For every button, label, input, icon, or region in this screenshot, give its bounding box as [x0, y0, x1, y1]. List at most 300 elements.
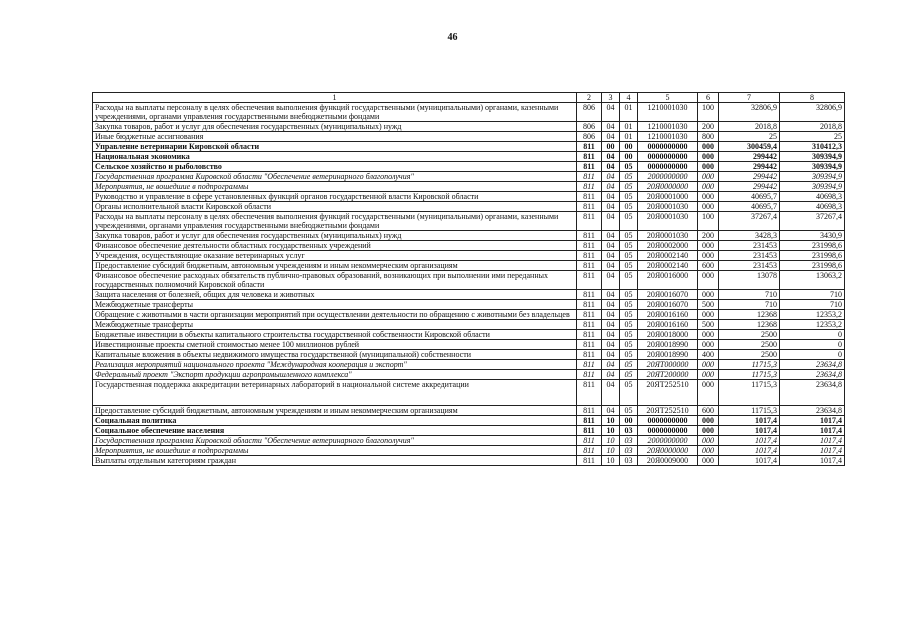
table-row	[93, 271, 845, 290]
table-header-row	[93, 93, 845, 103]
gl-admin-cell: 811	[577, 231, 602, 241]
row-name-cell: Иные бюджетные ассигнования	[93, 132, 577, 142]
row-name-cell: Учреждения, осуществляющие оказание ветеринарных услуг	[93, 251, 577, 261]
target-article-cell: 0000000000	[638, 426, 698, 436]
row-name-cell: Социальное обеспечение населения	[93, 426, 577, 436]
subsection-cell: 05	[620, 202, 638, 212]
amount-2021-cell: 2500	[719, 350, 780, 360]
gl-admin-cell: 811	[577, 380, 602, 406]
expense-type-cell: 000	[698, 142, 719, 152]
gl-admin-cell: 811	[577, 436, 602, 446]
section-cell: 10	[602, 446, 620, 456]
gl-admin-cell: 811	[577, 142, 602, 152]
section-cell: 04	[602, 122, 620, 132]
gl-admin-cell: 811	[577, 330, 602, 340]
expense-type-cell: 000	[698, 330, 719, 340]
subsection-cell: 05	[620, 172, 638, 182]
expense-type-cell: 000	[698, 310, 719, 320]
subsection-cell: 05	[620, 212, 638, 231]
amount-2021-cell: 40695,7	[719, 202, 780, 212]
expense-type-cell: 500	[698, 300, 719, 310]
gl-admin-cell: 811	[577, 426, 602, 436]
gl-admin-cell: 811	[577, 182, 602, 192]
table-row	[93, 192, 845, 202]
gl-admin-cell: 811	[577, 406, 602, 416]
amount-2021-cell: 300459,4	[719, 142, 780, 152]
table-row	[93, 310, 845, 320]
target-article-cell: 20ЯТ000000	[638, 360, 698, 370]
section-cell: 04	[602, 320, 620, 330]
table-row	[93, 300, 845, 310]
expense-type-cell: 000	[698, 436, 719, 446]
amount-2022-cell: 310412,3	[780, 142, 845, 152]
subsection-cell: 01	[620, 103, 638, 122]
section-cell: 04	[602, 290, 620, 300]
header-cell: 6	[698, 93, 719, 103]
row-name-cell: Государственная поддержка аккредитации ветеринарных лабораторий в национальной системе аккредитации	[93, 380, 577, 406]
target-article-cell: 20Я0000000	[638, 446, 698, 456]
gl-admin-cell: 811	[577, 456, 602, 466]
amount-2021-cell: 2500	[719, 340, 780, 350]
amount-2021-cell: 231453	[719, 241, 780, 251]
row-name-cell: Капитальные вложения в объекты недвижимого имущества государственной (муниципальной) собственности	[93, 350, 577, 360]
subsection-cell: 03	[620, 436, 638, 446]
section-cell: 04	[602, 300, 620, 310]
target-article-cell: 20Я0001000	[638, 192, 698, 202]
expense-type-cell: 100	[698, 212, 719, 231]
subsection-cell: 00	[620, 416, 638, 426]
table-row	[93, 162, 845, 172]
section-cell: 04	[602, 152, 620, 162]
row-name-cell: Социальная политика	[93, 416, 577, 426]
table-row	[93, 290, 845, 300]
amount-2022-cell: 309394,9	[780, 172, 845, 182]
expense-type-cell: 000	[698, 380, 719, 406]
table-row	[93, 241, 845, 251]
section-cell: 04	[602, 370, 620, 380]
target-article-cell: 20Я0016070	[638, 300, 698, 310]
target-article-cell: 20Я0018990	[638, 350, 698, 360]
gl-admin-cell: 811	[577, 340, 602, 350]
subsection-cell: 03	[620, 446, 638, 456]
subsection-cell: 05	[620, 162, 638, 172]
target-article-cell: 20Я0002140	[638, 251, 698, 261]
row-name-cell: Межбюджетные трансферты	[93, 320, 577, 330]
table-row	[93, 380, 845, 406]
amount-2021-cell: 299442	[719, 172, 780, 182]
row-name-cell: Бюджетные инвестиции в объекты капитального строительства государственной собственности Кировской области	[93, 330, 577, 340]
section-cell: 04	[602, 251, 620, 261]
subsection-cell: 05	[620, 231, 638, 241]
amount-2021-cell: 11715,3	[719, 360, 780, 370]
table-row	[93, 350, 845, 360]
table-row	[93, 416, 845, 426]
expense-type-cell: 000	[698, 152, 719, 162]
row-name-cell: Управление ветеринарии Кировской области	[93, 142, 577, 152]
amount-2022-cell: 25	[780, 132, 845, 142]
section-cell: 04	[602, 212, 620, 231]
amount-2021-cell: 2500	[719, 330, 780, 340]
table-row	[93, 212, 845, 231]
table-row	[93, 261, 845, 271]
gl-admin-cell: 811	[577, 360, 602, 370]
amount-2021-cell: 11715,3	[719, 380, 780, 406]
amount-2021-cell: 40695,7	[719, 192, 780, 202]
amount-2022-cell: 710	[780, 300, 845, 310]
table-row	[93, 251, 845, 261]
subsection-cell: 05	[620, 380, 638, 406]
subsection-cell: 00	[620, 142, 638, 152]
amount-2022-cell: 23634,8	[780, 380, 845, 406]
row-name-cell: Закупка товаров, работ и услуг для обеспечения государственных (муниципальных) нужд	[93, 122, 577, 132]
expense-type-cell: 000	[698, 172, 719, 182]
expense-type-cell: 000	[698, 290, 719, 300]
row-name-cell: Закупка товаров, работ и услуг для обеспечения государственных (муниципальных) нужд	[93, 231, 577, 241]
amount-2022-cell: 13063,2	[780, 271, 845, 290]
subsection-cell: 05	[620, 261, 638, 271]
row-name-cell: Финансовое обеспечение деятельности областных государственных учреждений	[93, 241, 577, 251]
amount-2021-cell: 710	[719, 300, 780, 310]
gl-admin-cell: 806	[577, 103, 602, 122]
header-cell: 5	[638, 93, 698, 103]
table-row	[93, 231, 845, 241]
gl-admin-cell: 811	[577, 162, 602, 172]
amount-2022-cell: 0	[780, 330, 845, 340]
gl-admin-cell: 811	[577, 152, 602, 162]
expense-type-cell: 200	[698, 122, 719, 132]
subsection-cell: 05	[620, 340, 638, 350]
gl-admin-cell: 811	[577, 300, 602, 310]
amount-2021-cell: 1017,4	[719, 436, 780, 446]
table-row	[93, 456, 845, 466]
row-name-cell: Обращение с животными в части организации мероприятий при осуществлении деятельности по обращению с животными без владельцев	[93, 310, 577, 320]
gl-admin-cell: 811	[577, 212, 602, 231]
section-cell: 10	[602, 426, 620, 436]
amount-2021-cell: 1017,4	[719, 446, 780, 456]
expense-type-cell: 000	[698, 241, 719, 251]
gl-admin-cell: 811	[577, 446, 602, 456]
table-row	[93, 182, 845, 192]
target-article-cell: 20Я0018990	[638, 340, 698, 350]
gl-admin-cell: 811	[577, 320, 602, 330]
expense-type-cell: 000	[698, 271, 719, 290]
header-cell: 3	[602, 93, 620, 103]
row-name-cell: Мероприятия, не вошедшие в подпрограммы	[93, 182, 577, 192]
section-cell: 04	[602, 103, 620, 122]
amount-2022-cell: 1017,4	[780, 436, 845, 446]
target-article-cell: 20ЯТ200000	[638, 370, 698, 380]
amount-2022-cell: 309394,9	[780, 162, 845, 172]
target-article-cell: 20Я0002000	[638, 241, 698, 251]
target-article-cell: 20Я0016160	[638, 310, 698, 320]
section-cell: 04	[602, 202, 620, 212]
amount-2021-cell: 299442	[719, 162, 780, 172]
gl-admin-cell: 811	[577, 290, 602, 300]
gl-admin-cell: 811	[577, 271, 602, 290]
gl-admin-cell: 811	[577, 416, 602, 426]
amount-2022-cell: 23634,8	[780, 360, 845, 370]
subsection-cell: 05	[620, 370, 638, 380]
amount-2022-cell: 1017,4	[780, 456, 845, 466]
amount-2021-cell: 710	[719, 290, 780, 300]
table-row	[93, 436, 845, 446]
target-article-cell: 1210001030	[638, 122, 698, 132]
amount-2021-cell: 13078	[719, 271, 780, 290]
expense-type-cell: 500	[698, 320, 719, 330]
table-row	[93, 152, 845, 162]
budget-table	[92, 92, 845, 466]
table-row	[93, 340, 845, 350]
section-cell: 04	[602, 241, 620, 251]
gl-admin-cell: 811	[577, 202, 602, 212]
amount-2022-cell: 3430,9	[780, 231, 845, 241]
section-cell: 00	[602, 142, 620, 152]
section-cell: 10	[602, 456, 620, 466]
row-name-cell: Финансовое обеспечение расходных обязательств публично-правовых образований, возникающих при выполнении ими переданных государственных полномочий Кировской области	[93, 271, 577, 290]
row-name-cell: Расходы на выплаты персоналу в целях обеспечения выполнения функций государственными (муниципальными) органами, казенными учреждениями, органами управления государственными внебюджетными фондами	[93, 103, 577, 122]
table-row	[93, 446, 845, 456]
expense-type-cell: 200	[698, 231, 719, 241]
table-row	[93, 370, 845, 380]
page-number: 46	[447, 32, 458, 43]
header-cell: 8	[780, 93, 845, 103]
section-cell: 04	[602, 380, 620, 406]
amount-2021-cell: 3428,3	[719, 231, 780, 241]
amount-2022-cell: 231998,6	[780, 241, 845, 251]
table-row	[93, 406, 845, 416]
target-article-cell: 20Я0009000	[638, 456, 698, 466]
target-article-cell: 20Я0002140	[638, 261, 698, 271]
amount-2021-cell: 231453	[719, 251, 780, 261]
subsection-cell: 05	[620, 271, 638, 290]
target-article-cell: 20Я0018000	[638, 330, 698, 340]
amount-2022-cell: 23634,8	[780, 370, 845, 380]
amount-2021-cell: 37267,4	[719, 212, 780, 231]
gl-admin-cell: 811	[577, 192, 602, 202]
subsection-cell: 05	[620, 300, 638, 310]
table-row	[93, 360, 845, 370]
gl-admin-cell: 811	[577, 350, 602, 360]
row-name-cell: Межбюджетные трансферты	[93, 300, 577, 310]
subsection-cell: 05	[620, 290, 638, 300]
subsection-cell: 05	[620, 310, 638, 320]
section-cell: 04	[602, 172, 620, 182]
gl-admin-cell: 811	[577, 241, 602, 251]
amount-2022-cell: 12353,2	[780, 310, 845, 320]
section-cell: 04	[602, 182, 620, 192]
subsection-cell: 05	[620, 192, 638, 202]
target-article-cell: 2000000000	[638, 172, 698, 182]
amount-2021-cell: 12368	[719, 310, 780, 320]
header-cell: 4	[620, 93, 638, 103]
gl-admin-cell: 806	[577, 132, 602, 142]
section-cell: 10	[602, 436, 620, 446]
target-article-cell: 20Я0016160	[638, 320, 698, 330]
amount-2021-cell: 11715,3	[719, 406, 780, 416]
table-row	[93, 103, 845, 122]
amount-2021-cell: 25	[719, 132, 780, 142]
row-name-cell: Федеральный проект "Экспорт продукции агропромышленного комплекса"	[93, 370, 577, 380]
amount-2021-cell: 12368	[719, 320, 780, 330]
expense-type-cell: 000	[698, 340, 719, 350]
row-name-cell: Государственная программа Кировской области "Обеспечение ветеринарного благополучия"	[93, 172, 577, 182]
table-row	[93, 172, 845, 182]
target-article-cell: 0000000000	[638, 142, 698, 152]
amount-2022-cell: 1017,4	[780, 446, 845, 456]
gl-admin-cell: 811	[577, 261, 602, 271]
expense-type-cell: 800	[698, 132, 719, 142]
expense-type-cell: 000	[698, 162, 719, 172]
table-row	[93, 202, 845, 212]
target-article-cell: 20Я0001030	[638, 202, 698, 212]
expense-type-cell: 000	[698, 202, 719, 212]
subsection-cell: 03	[620, 426, 638, 436]
expense-type-cell: 000	[698, 182, 719, 192]
section-cell: 04	[602, 406, 620, 416]
section-cell: 04	[602, 350, 620, 360]
header-cell: 7	[719, 93, 780, 103]
row-name-cell: Органы исполнительной власти Кировской области	[93, 202, 577, 212]
subsection-cell: 05	[620, 350, 638, 360]
row-name-cell: Расходы на выплаты персоналу в целях обеспечения выполнения функций государственными (муниципальными) органами, казенными учреждениями, органами управления государственными внебюджетными фондами	[93, 212, 577, 231]
subsection-cell: 01	[620, 122, 638, 132]
subsection-cell: 05	[620, 241, 638, 251]
gl-admin-cell: 806	[577, 122, 602, 132]
row-name-cell: Национальная экономика	[93, 152, 577, 162]
header-cell: 1	[93, 93, 577, 103]
target-article-cell: 20ЯТ252510	[638, 406, 698, 416]
expense-type-cell: 600	[698, 261, 719, 271]
section-cell: 04	[602, 261, 620, 271]
amount-2021-cell: 1017,4	[719, 456, 780, 466]
expense-type-cell: 000	[698, 446, 719, 456]
expense-type-cell: 400	[698, 350, 719, 360]
row-name-cell: Предоставление субсидий бюджетным, автономным учреждениям и иным некоммерческим организациям	[93, 406, 577, 416]
amount-2022-cell: 0	[780, 350, 845, 360]
amount-2021-cell: 2018,8	[719, 122, 780, 132]
amount-2022-cell: 37267,4	[780, 212, 845, 231]
target-article-cell: 0000000000	[638, 152, 698, 162]
amount-2021-cell: 299442	[719, 182, 780, 192]
subsection-cell: 05	[620, 251, 638, 261]
section-cell: 10	[602, 416, 620, 426]
target-article-cell: 1210001030	[638, 132, 698, 142]
section-cell: 04	[602, 340, 620, 350]
target-article-cell: 20Я0016070	[638, 290, 698, 300]
amount-2022-cell: 0	[780, 340, 845, 350]
subsection-cell: 05	[620, 182, 638, 192]
amount-2022-cell: 231998,6	[780, 251, 845, 261]
target-article-cell: 1210001030	[638, 103, 698, 122]
gl-admin-cell: 811	[577, 370, 602, 380]
gl-admin-cell: 811	[577, 310, 602, 320]
table-row	[93, 330, 845, 340]
target-article-cell: 2000000000	[638, 436, 698, 446]
target-article-cell: 20ЯТ252510	[638, 380, 698, 406]
row-name-cell: Реализация мероприятий национального проекта "Международная кооперация и экспорт"	[93, 360, 577, 370]
target-article-cell: 20Я0001030	[638, 231, 698, 241]
section-cell: 04	[602, 271, 620, 290]
subsection-cell: 05	[620, 320, 638, 330]
section-cell: 04	[602, 231, 620, 241]
amount-2021-cell: 299442	[719, 152, 780, 162]
table-row	[93, 142, 845, 152]
expense-type-cell: 000	[698, 416, 719, 426]
row-name-cell: Государственная программа Кировской области "Обеспечение ветеринарного благополучия"	[93, 436, 577, 446]
row-name-cell: Защита населения от болезней, общих для человека и животных	[93, 290, 577, 300]
amount-2022-cell: 32806,9	[780, 103, 845, 122]
target-article-cell: 0000000000	[638, 416, 698, 426]
table-row	[93, 320, 845, 330]
amount-2021-cell: 1017,4	[719, 426, 780, 436]
expense-type-cell: 000	[698, 360, 719, 370]
subsection-cell: 01	[620, 132, 638, 142]
amount-2022-cell: 12353,2	[780, 320, 845, 330]
subsection-cell: 00	[620, 152, 638, 162]
header-cell: 2	[577, 93, 602, 103]
row-name-cell: Предоставление субсидий бюджетным, автономным учреждениям и иным некоммерческим организациям	[93, 261, 577, 271]
expense-type-cell: 000	[698, 370, 719, 380]
amount-2022-cell: 231998,6	[780, 261, 845, 271]
amount-2021-cell: 231453	[719, 261, 780, 271]
subsection-cell: 03	[620, 456, 638, 466]
row-name-cell: Сельское хозяйство и рыболовство	[93, 162, 577, 172]
section-cell: 04	[602, 310, 620, 320]
section-cell: 04	[602, 192, 620, 202]
amount-2022-cell: 23634,8	[780, 406, 845, 416]
section-cell: 04	[602, 162, 620, 172]
table-body	[93, 103, 845, 466]
gl-admin-cell: 811	[577, 251, 602, 261]
expense-type-cell: 000	[698, 456, 719, 466]
amount-2022-cell: 1017,4	[780, 416, 845, 426]
section-cell: 04	[602, 330, 620, 340]
amount-2021-cell: 1017,4	[719, 416, 780, 426]
expense-type-cell: 100	[698, 103, 719, 122]
target-article-cell: 0000000000	[638, 162, 698, 172]
expense-type-cell: 000	[698, 426, 719, 436]
amount-2021-cell: 32806,9	[719, 103, 780, 122]
table-row	[93, 122, 845, 132]
subsection-cell: 05	[620, 360, 638, 370]
amount-2021-cell: 11715,3	[719, 370, 780, 380]
section-cell: 04	[602, 360, 620, 370]
expense-type-cell: 600	[698, 406, 719, 416]
target-article-cell: 20Я0001030	[638, 212, 698, 231]
amount-2022-cell: 40698,3	[780, 202, 845, 212]
amount-2022-cell: 2018,8	[780, 122, 845, 132]
gl-admin-cell: 811	[577, 172, 602, 182]
section-cell: 04	[602, 132, 620, 142]
amount-2022-cell: 40698,3	[780, 192, 845, 202]
expense-type-cell: 000	[698, 192, 719, 202]
target-article-cell: 20Я0000000	[638, 182, 698, 192]
amount-2022-cell: 1017,4	[780, 426, 845, 436]
row-name-cell: Мероприятия, не вошедшие в подпрограммы	[93, 446, 577, 456]
subsection-cell: 05	[620, 406, 638, 416]
table-row	[93, 132, 845, 142]
table-row	[93, 426, 845, 436]
row-name-cell: Выплаты отдельным категориям граждан	[93, 456, 577, 466]
amount-2022-cell: 710	[780, 290, 845, 300]
row-name-cell: Руководство и управление в сфере установленных функций органов государственной власти Кировской области	[93, 192, 577, 202]
row-name-cell: Инвестиционные проекты сметной стоимостью менее 100 миллионов рублей	[93, 340, 577, 350]
amount-2022-cell: 309394,9	[780, 182, 845, 192]
expense-type-cell: 000	[698, 251, 719, 261]
amount-2022-cell: 309394,9	[780, 152, 845, 162]
target-article-cell: 20Я0016000	[638, 271, 698, 290]
subsection-cell: 05	[620, 330, 638, 340]
